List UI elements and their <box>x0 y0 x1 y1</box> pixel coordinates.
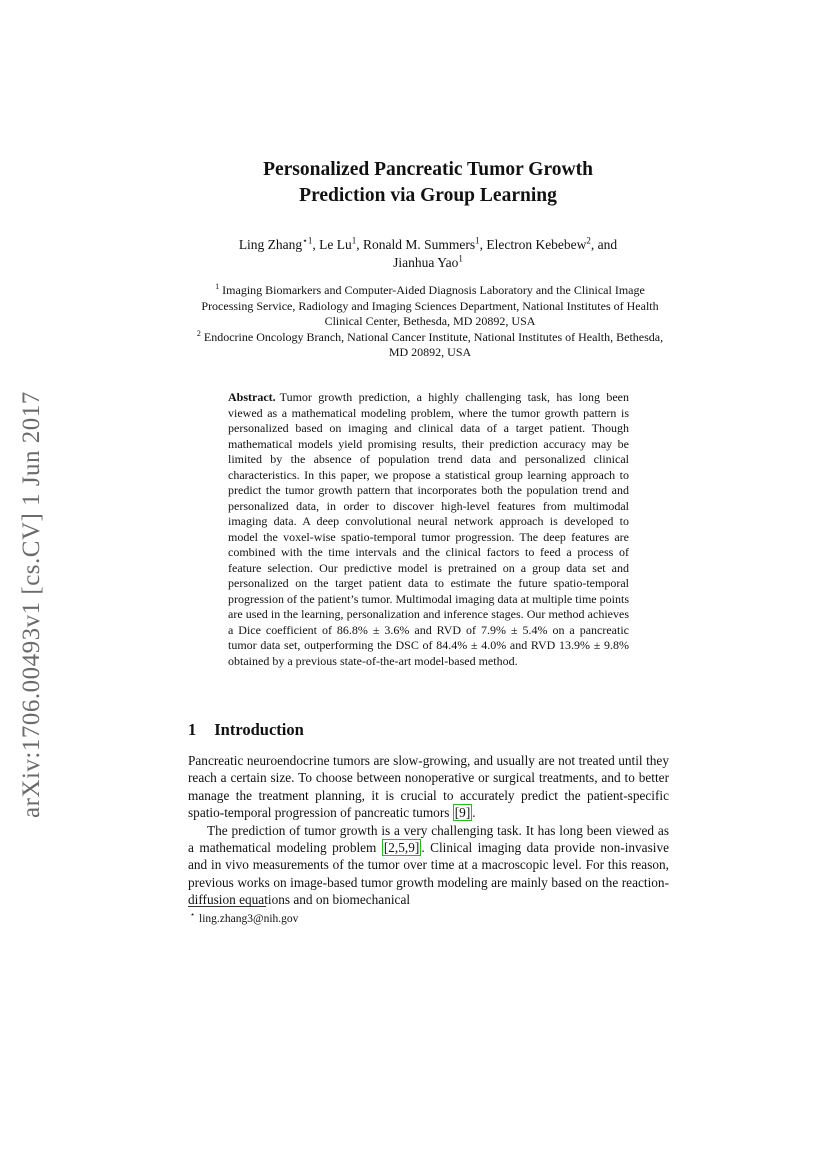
paragraph <box>188 822 669 909</box>
paragraph-text: . <box>472 805 476 821</box>
author-name: Electron Kebebew <box>486 237 587 252</box>
author-list: Ling Zhang$^{⋆1}$, Le Lu$^1$, Ronald M. Summers$^1$, Electron Kebebew$^2$, and Jianhua Yao$^1$ <box>238 235 618 270</box>
arxiv-stamp: arXiv:1706.00493v1 [cs.CV] 1 Jun 2017 <box>18 391 45 819</box>
paragraph-text: Pancreatic neuroendocrine tumors are slow-growing, and usually are not treated until they reach a certain size. To choose between nonoperative or surgical treatments, and to better manage the treatment planning, it is crucial to accurately predict the patient-specific spatio-temporal progression of pancreatic tumors <box>188 753 669 821</box>
footnote-divider <box>188 906 266 907</box>
section-number: 1 <box>188 720 197 739</box>
title-line-2: Prediction via Group Learning <box>299 185 557 206</box>
paragraph-text: The prediction of tumor growth is a very challenging task. It has long been viewed as a mathematical modeling problem <box>188 822 669 856</box>
author-mark: 1 <box>458 253 463 264</box>
affiliation-text: Imaging Biomarkers and Computer-Aided Diagnosis Laboratory and the Clinical Image Processing Service, Radiology and Imaging Sciences Department, National Institutes of Health Clinical Center, Bethesda, MD 20892, USA <box>201 283 659 328</box>
footnote <box>190 910 298 925</box>
affiliations <box>196 283 664 361</box>
footnote-email: ling.zhang3@nih.gov <box>199 912 299 925</box>
affiliation-mark: 2 <box>196 328 201 338</box>
author-name: Ling Zhang <box>238 237 303 252</box>
affiliation-mark: 1 <box>215 282 220 291</box>
author-name: Le Lu <box>319 237 352 252</box>
author-name: Ronald M. Summers <box>362 237 476 252</box>
section-body <box>188 752 669 909</box>
author-name: Jianhua Yao <box>393 255 459 270</box>
author-mark: 1 <box>475 235 480 246</box>
author-conjunction: and <box>597 237 618 252</box>
author-mark: 1 <box>351 235 357 246</box>
citation-link[interactable]: [9] <box>454 805 471 821</box>
section-heading <box>188 720 304 740</box>
author-mark: 2 <box>586 235 591 246</box>
author-mark: ⋆1 <box>302 235 313 246</box>
section-title: Introduction <box>214 720 304 739</box>
footnote-mark: ⋆ <box>190 910 196 919</box>
title-line-1: Personalized Pancreatic Tumor Growth <box>263 159 593 180</box>
paper-title <box>160 157 696 209</box>
abstract <box>228 390 629 669</box>
abstract-label: Abstract. <box>228 390 276 404</box>
affiliation-2 <box>196 330 664 361</box>
affiliation-text: Endocrine Oncology Branch, National Cancer Institute, National Institutes of Health, Bethesda, MD 20892, USA <box>203 329 664 359</box>
affiliation-1 <box>196 283 664 330</box>
abstract-text: Tumor growth prediction, a highly challenging task, has long been viewed as a mathematical modeling problem, where the tumor growth pattern is personalized based on imaging and clinical data of a target patient. Though mathematical models yield promising results, their prediction accuracy may be limited by the absence of population trend data and personalized clinical characteristics. In this paper, we propose a statistical group learning approach to predict the tumor growth pattern that incorporates both the population trend and personalized data, in order to discover high-level features from multimodal imaging data. A deep convolutional neural network approach is developed to model the voxel-wise spatio-temporal tumor progression. The deep features are combined with the time intervals and the clinical factors to feed a process of feature selection. Our predictive model is pretrained on a group data set and personalized on the target patient data to estimate the future spatio-temporal progression of the patient’s tumor. Multimodal imaging data at multiple time points are used in the learning, personalization and inference stages. Our method achieves a Dice coefficient of 86.8% ± 3.6% and RVD of 7.9% ± 5.4% on a pancreatic tumor data set, outperforming the DSC of 84.4% ± 4.0% and RVD 13.9% ± 9.8% obtained by a previous state-of-the-art model-based method. <box>228 390 629 668</box>
paragraph <box>188 752 669 822</box>
paragraph-text: . Clinical imaging data provide non-invasive and in vivo measurements of the tumor over time at a macroscopic level. For this reason, previous works on image-based tumor growth modeling are mainly based on the reaction-diffusion equations and on biomechanical <box>188 840 670 908</box>
citation-link[interactable]: [2,5,9] <box>383 840 420 856</box>
